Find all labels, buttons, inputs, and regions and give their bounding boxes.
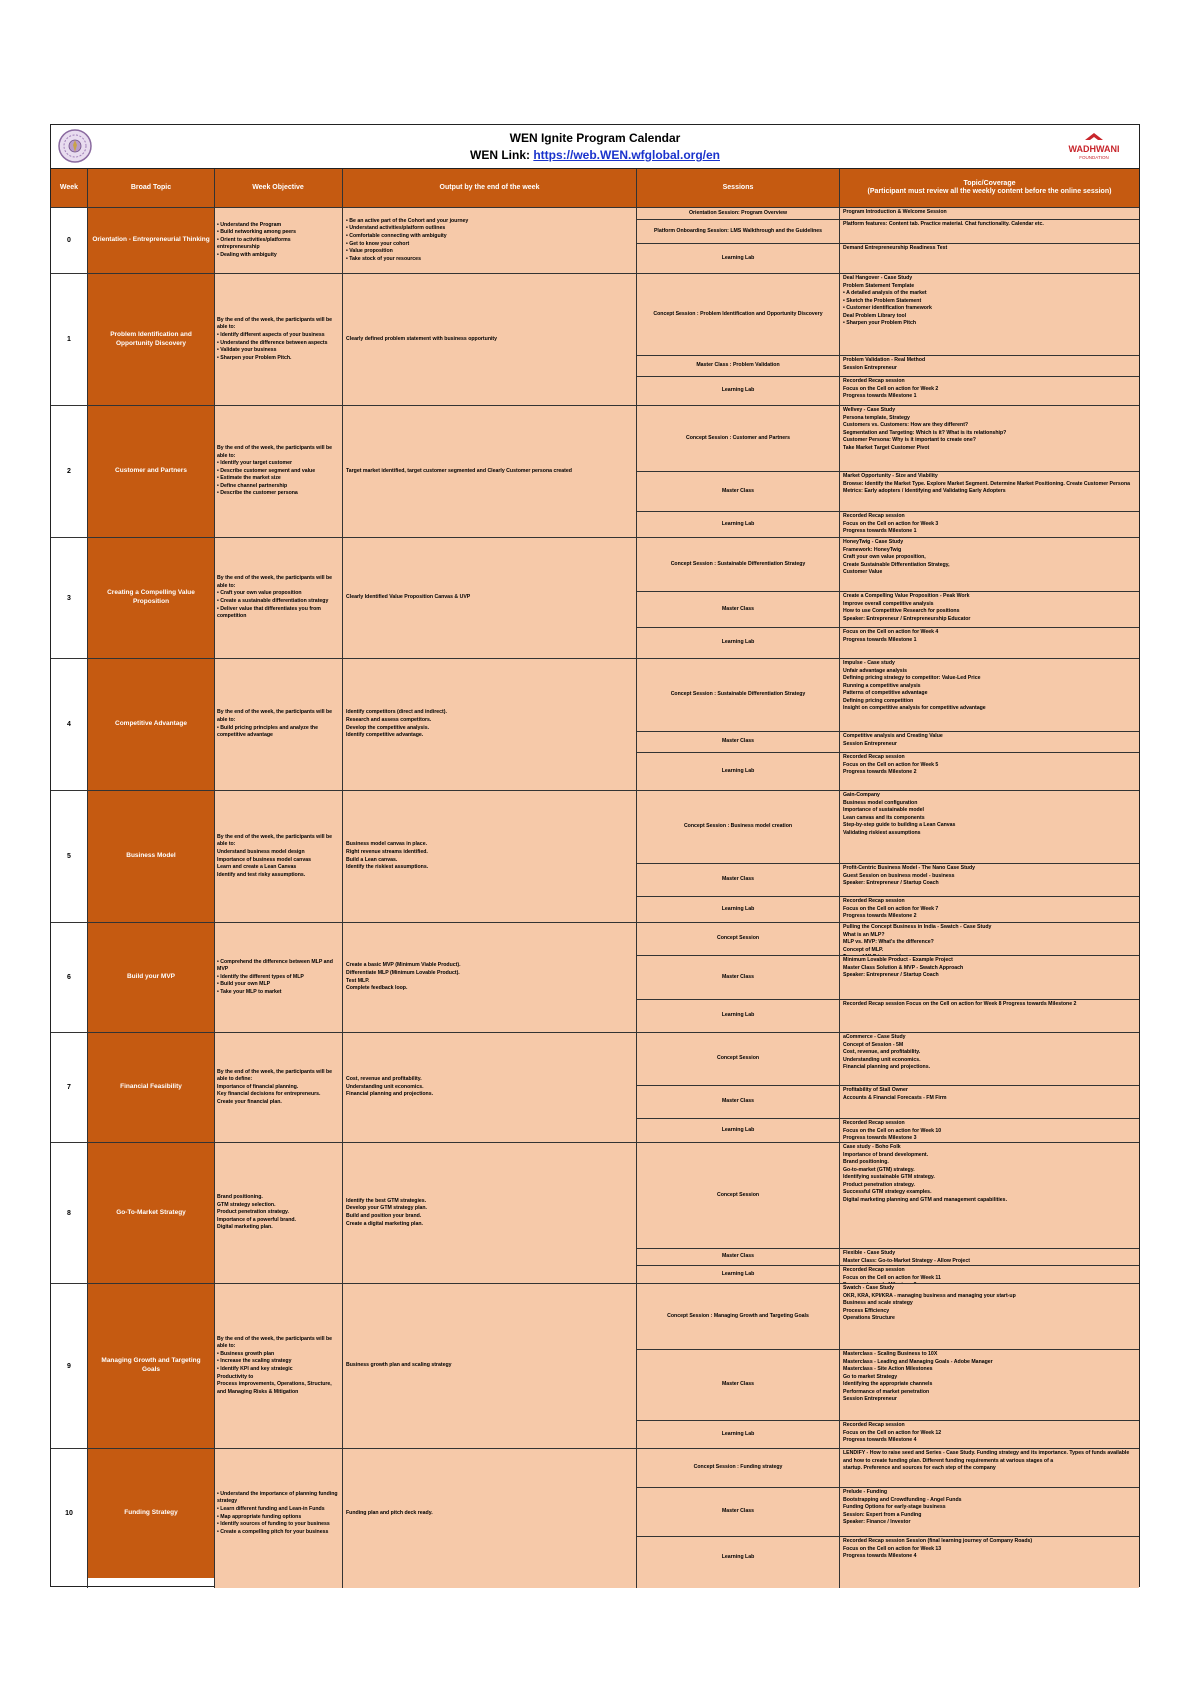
session-name: Master Class: [637, 1248, 839, 1265]
week-objective: By the end of the week, the participants will be able to: • Business growth plan • Increase the scaling strategy • Identify KPI and key strategic Productivity to Process improvements, Operations, Structure, and Managing Risks & Mitigation: [214, 1283, 342, 1448]
week-number: 6: [51, 922, 87, 1032]
col-week-header: Week: [51, 169, 87, 207]
link-line: [51, 148, 1139, 162]
week-objective: By the end of the week, the participants will be able to: • Build pricing principles and analyze the competitive advantage: [214, 658, 342, 790]
topic-coverage: Focus on the Cell on action for Week 4 Progress towards Milestone 1: [840, 627, 1139, 658]
topic-coverage: Market Opportunity - Size and Viability Browse: Identify the Market Type. Explore Market Segment. Determine Market Positioning. Create Customer Persona Metrics: Early adopters / Identifying and Validating Early Adopters: [840, 471, 1139, 511]
topic-coverage: Recorded Recap session Focus on the Cell on action for Week 11: [840, 1265, 1139, 1283]
topic-coverage: Flexible - Case Study Master Class: Go-to-Market Strategy - Allow Project: [840, 1248, 1139, 1265]
topic-coverage: LENDIFY - How to raise seed and Series - Case Study. Funding strategy and its importance. Types of funds available and how to create funding plan. Different funding requirements at various stages of a startup. Preference and sources for each step of the company: [840, 1448, 1139, 1487]
session-name: Concept Session : Customer and Partners: [637, 405, 839, 471]
session-name: Master Class: [637, 955, 839, 999]
broad-topic: Build your MVP: [88, 922, 214, 1032]
session-name: Master Class: [637, 1085, 839, 1118]
session-name: Orientation Session: Program Overview: [637, 207, 839, 219]
week-objective: By the end of the week, the participants will be able to: • Identify your target customer • Describe customer segment and value • Estimate the market size • Define channel partnership • Describe the customer persona: [214, 405, 342, 537]
week-output: Clearly Identified Value Proposition Canvas & UVP: [343, 537, 636, 658]
topic-coverage: Swatch - Case Study OKR, KRA, KPI/KRA - managing business and managing your start-up Business and scale strategy Process Efficiency Operations Structure: [840, 1283, 1139, 1349]
topic-coverage: Recorded Recap session Focus on the Cell on action for Week 10 Progress towards Milestone 3: [840, 1118, 1139, 1142]
session-name: Learning Lab: [637, 1536, 839, 1578]
broad-topic: Go-To-Market Strategy: [88, 1142, 214, 1283]
session-name: Learning Lab: [637, 376, 839, 405]
divider: [342, 169, 343, 1588]
topic-coverage: Recorded Recap session Session (final learning journey of Company Roads) Focus on the Cell on action for Week 13 Progress towards Milestone 4: [840, 1536, 1139, 1578]
week-objective: • Understand the importance of planning funding strategy • Learn different funding and Lean-in Funds • Map appropriate funding options • Identify sources of funding to your business • Create a compelling pitch for your business: [214, 1448, 342, 1578]
topic-coverage: Platform features: Content tab. Practice material. Chat functionality. Calendar etc.: [840, 219, 1139, 243]
topic-coverage: HoneyTwig - Case Study Framework: HoneyTwig Craft your own value proposition, Create Sustainable Differentiation Strategy, Customer Value: [840, 537, 1139, 591]
session-name: Master Class: [637, 591, 839, 627]
session-name: Learning Lab: [637, 243, 839, 273]
divider: [636, 169, 637, 1588]
topic-coverage: Profit-Centric Business Model - The Nano Case Study Guest Session on business model - business Speaker: Entrepreneur / Startup Coach: [840, 863, 1139, 896]
session-name: Concept Session: [637, 1142, 839, 1248]
week-objective: By the end of the week, the participants will be able to: Understand business model design Importance of business model canvas Learn and create a Lean Canvas Identify and test risky assumptions.: [214, 790, 342, 922]
session-name: Master Class : Problem Validation: [637, 355, 839, 376]
broad-topic: Orientation - Entrepreneurial Thinking: [88, 207, 214, 273]
session-name: Concept Session : Business model creation: [637, 790, 839, 863]
link-label: WEN Link:: [470, 148, 530, 162]
week-output: Target market identified, target customer segmented and Clearly Customer persona created: [343, 405, 636, 537]
week-number: 3: [51, 537, 87, 658]
week-output: • Be an active part of the Cohort and your journey • Understand activities/platform outlines • Comfortable connecting with ambiguity • Get to know your cohort • Value proposition • Take stock of your resources: [343, 207, 636, 273]
broad-topic: Customer and Partners: [88, 405, 214, 537]
session-name: Master Class: [637, 1349, 839, 1420]
session-name: Concept Session : Problem Identification and Opportunity Discovery: [637, 273, 839, 355]
topic-coverage: Recorded Recap session Focus on the Cell on action for Week 5 Progress towards Milestone 2: [840, 752, 1139, 790]
topic-coverage: Pulling the Concept Business in India - Swatch - Case Study What is an MLP? MLP vs. MVP: What's the difference? Concept of MLP.: [840, 922, 1139, 955]
week-output: Clearly defined problem statement with business opportunity: [343, 273, 636, 405]
topic-coverage: Program Introduction & Welcome Session: [840, 207, 1139, 219]
topic-coverage: Recorded Recap session Focus on the Cell on action for Week 2 Progress towards Milestone 1: [840, 376, 1139, 405]
session-name: Learning Lab: [637, 896, 839, 922]
topic-coverage: Competitive analysis and Creating Value Session Entrepreneur: [840, 731, 1139, 752]
broad-topic: Business Model: [88, 790, 214, 922]
week-output: Funding plan and pitch deck ready.: [343, 1448, 636, 1578]
calendar-grid: [51, 169, 1139, 1588]
week-output: Identify the best GTM strategies. Develop your GTM strategy plan. Build and position your brand. Create a digital marketing plan.: [343, 1142, 636, 1283]
calendar-sheet: [50, 124, 1140, 1587]
topic-coverage: Case study - Boho Folk Importance of brand development. Brand positioning. Go-to-market (GTM) strategy. Identifying sustainable GTM strategy. Product penetration strategy. Successful GTM strategy examples. Digital marketing planning and GTM and management capabilities.: [840, 1142, 1139, 1248]
week-objective: • Understand the Program • Build networking among peers • Orient to activities/platforms entrepreneurship • Dealing with ambiguity: [214, 207, 342, 273]
topic-coverage: Recorded Recap session Focus on the Cell on action for Week 12 Progress towards Milestone 4: [840, 1420, 1139, 1448]
session-name: Learning Lab: [637, 1420, 839, 1448]
week-number: 5: [51, 790, 87, 922]
session-name: Concept Session : Managing Growth and Targeting Goals: [637, 1283, 839, 1349]
col-output-header: Output by the end of the week: [343, 169, 636, 207]
topic-coverage: Minimum Lovable Product - Example Project Master Class Solution & MVP - Swatch Approach Speaker: Entrepreneur / Startup Coach: [840, 955, 1139, 999]
week-number: 2: [51, 405, 87, 537]
week-objective: By the end of the week, the participants will be able to define: Importance of financial planning. Key financial decisions for entrepreneurs. Create your financial plan.: [214, 1032, 342, 1142]
col-sessions-header: Sessions: [637, 169, 839, 207]
broad-topic: Financial Feasibility: [88, 1032, 214, 1142]
topic-coverage: Masterclass - Scaling Business to 10X Masterclass - Leading and Managing Goals - Adobe Manager Masterclass - Site Action Milestones Go to market Strategy Identifying the appropriate channels Performance of market penetration Session Entrepreneur: [840, 1349, 1139, 1420]
topic-coverage: Impulse - Case study Unfair advantage analysis Defining pricing strategy to competitor: Value-Led Price Running a competitive analysis Patterns of competitive advantage Defining pricing competition Insight on competitive analysis for competitive advantage: [840, 658, 1139, 731]
broad-topic: Managing Growth and Targeting Goals: [88, 1283, 214, 1448]
session-name: Concept Session: [637, 922, 839, 955]
topic-coverage: Deal Hangover - Case Study Problem Statement Template • A detailed analysis of the market • Sketch the Problem Statement • Customer identification framework Deal Problem Library tool • Sharpen your Problem Pitch: [840, 273, 1139, 355]
session-name: Learning Lab: [637, 752, 839, 790]
sheet-header: [51, 125, 1139, 169]
broad-topic: Creating a Compelling Value Proposition: [88, 537, 214, 658]
topic-coverage: Recorded Recap session Focus on the Cell on action for Week 7 Progress towards Milestone 2: [840, 896, 1139, 922]
topic-coverage: Wellvey - Case Study Persona template, Strategy Customers vs. Customers: How are they different? Segmentation and Targeting: Which is it? What is its relationship? Customer Persona: Why is it important to create one? Take Market Target Customer Pivot: [840, 405, 1139, 471]
divider: [839, 169, 840, 1588]
session-name: Learning Lab: [637, 999, 839, 1032]
week-objective: • Comprehend the difference between MLP and MVP • Identify the different types of MLP • Build your own MLP • Take your MLP to market: [214, 922, 342, 1032]
broad-topic: Problem Identification and Opportunity Discovery: [88, 273, 214, 405]
divider: [214, 169, 215, 1588]
wadhwani-logo-icon: [1055, 131, 1133, 163]
topic-coverage: Problem Validation - Real Method Session Entrepreneur: [840, 355, 1139, 376]
week-output: Identify competitors (direct and indirect). Research and assess competitors. Develop the competitive analysis. Identify competitive advantage.: [343, 658, 636, 790]
broad-topic: Competitive Advantage: [88, 658, 214, 790]
week-number: 10: [51, 1448, 87, 1578]
wen-link[interactable]: https://web.WEN.wfglobal.org/en: [533, 148, 720, 162]
week-number: 1: [51, 273, 87, 405]
topic-coverage: Profitability of Stall Owner Accounts & Financial Forecasts - FM Firm: [840, 1085, 1139, 1118]
topic-coverage: Create a Compelling Value Proposition - Peak Work Improve overall competitive analysis How to use Competitive Research for positions Speaker: Entrepreneur / Entrepreneurship Educator: [840, 591, 1139, 627]
topic-coverage: Demand Entrepreneurship Readiness Test: [840, 243, 1139, 273]
col-coverage-header: Topic/Coverage (Participant must review all the weekly content before the online session): [840, 169, 1139, 207]
session-name: Learning Lab: [637, 511, 839, 537]
page-title: WEN Ignite Program Calendar: [509, 131, 681, 145]
topic-coverage: Gain-Company Business model configuration Importance of sustainable model Lean canvas and its components Step-by-step guide to building a Lean Canvas Validating riskiest assumptions: [840, 790, 1139, 863]
col-objective-header: Week Objective: [214, 169, 342, 207]
divider: [87, 169, 88, 1588]
session-name: Master Class: [637, 1487, 839, 1536]
week-output: Cost, revenue and profitability. Understanding unit economics. Financial planning and projections.: [343, 1032, 636, 1142]
week-number: 7: [51, 1032, 87, 1142]
session-name: Learning Lab: [637, 1265, 839, 1283]
session-name: Concept Session : Sustainable Differentiation Strategy: [637, 537, 839, 591]
session-name: Learning Lab: [637, 627, 839, 658]
session-name: Learning Lab: [637, 1118, 839, 1142]
session-name: Master Class: [637, 731, 839, 752]
week-objective: By the end of the week, the participants will be able to: • Identify different aspects of your business • Understand the difference between aspects • Validate your business • Sharpen your Problem Pitch.: [214, 273, 342, 405]
session-name: Master Class: [637, 471, 839, 511]
session-name: Concept Session : Sustainable Differentiation Strategy: [637, 658, 839, 731]
topic-coverage: Recorded Recap session Focus on the Cell on action for Week 3 Progress towards Milestone 1: [840, 511, 1139, 537]
topic-coverage: Recorded Recap session Focus on the Cell on action for Week 8 Progress towards Milestone 2: [840, 999, 1139, 1032]
broad-topic: Funding Strategy: [88, 1448, 214, 1578]
session-name: Master Class: [637, 863, 839, 896]
week-output: Business model canvas in place. Right revenue streams identified. Build a Lean canvas. Identify the riskiest assumptions.: [343, 790, 636, 922]
week-output: Create a basic MVP (Minimum Viable Product). Differentiate MLP (Minimum Lovable Product). Test MLP. Complete feedback loop.: [343, 922, 636, 1032]
topic-coverage: Prelude - Funding Bootstrapping and Crowdfunding - Angel Funds Funding Options for early-stage business Session: Expert from a Funding Speaker: Finance / Investor: [840, 1487, 1139, 1536]
week-number: 4: [51, 658, 87, 790]
week-number: 8: [51, 1142, 87, 1283]
session-name: Concept Session : Funding strategy: [637, 1448, 839, 1487]
col-topic-header: Broad Topic: [88, 169, 214, 207]
brand-sub: FOUNDATION: [1079, 155, 1109, 160]
brand-name: WADHWANI: [1068, 144, 1120, 154]
week-objective: By the end of the week, the participants will be able to: • Craft your own value proposition • Create a sustainable differentiation strategy • Deliver value that differentiates you from competition: [214, 537, 342, 658]
session-name: Concept Session: [637, 1032, 839, 1085]
week-number: 0: [51, 207, 87, 273]
session-name: Platform Onboarding Session: LMS Walkthrough and the Guidelines: [637, 219, 839, 243]
topic-coverage: aCommerce - Case Study Concept of Session - 5M Cost, revenue, and profitability. Understanding unit economics. Financial planning and projections.: [840, 1032, 1139, 1085]
week-output: Business growth plan and scaling strategy: [343, 1283, 636, 1448]
week-objective: Brand positioning. GTM strategy selection. Product penetration strategy. Importance of a powerful brand. Digital marketing plan.: [214, 1142, 342, 1283]
week-number: 9: [51, 1283, 87, 1448]
